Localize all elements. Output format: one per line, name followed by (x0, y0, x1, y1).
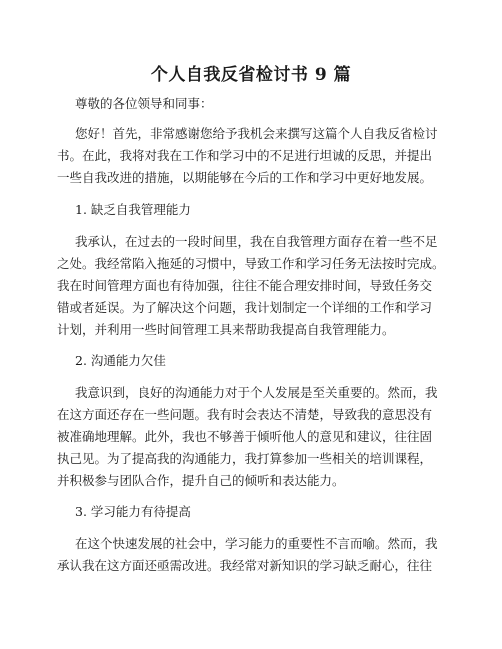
intro-line: 您好！首先，非常感谢您给予我机会来撰写这篇个人自我反省检讨 (75, 126, 438, 141)
paragraph-line: 我承认，在过去的一段时间里，我在自我管理方面存在着一些不足 (75, 234, 438, 249)
paragraph-line: 执己见。为了提高我的沟通能力，我打算参加一些相关的培训课程， (57, 451, 433, 466)
paragraph-line: 被准确地理解。此外，我也不够善于倾听他人的意见和建议，往往固 (57, 429, 433, 444)
paragraph-line: 我在时间管理方面也有待加强，往往不能合理安排时间，导致任务交 (57, 278, 433, 293)
section-heading: 1. 缺乏自我管理能力 (75, 202, 191, 217)
section-heading: 2. 沟通能力欠佳 (75, 353, 166, 368)
paragraph-line: 并积极参与团队合作，提升自己的倾听和表达能力。 (57, 473, 345, 488)
section-heading: 3. 学习能力有待提高 (75, 504, 191, 519)
paragraph-line: 在这个快速发展的社会中，学习能力的重要性不言而喻。然而，我 (75, 536, 438, 551)
document-title: 个人自我反省检讨书 9 篇 (150, 65, 352, 85)
paragraph-line: 之处。我经常陷入拖延的习惯中，导致工作和学习任务无法按时完成。 (57, 256, 445, 271)
intro-line: 一些自我改进的措施，以期能够在今后的工作和学习中更好地发展。 (57, 170, 433, 185)
paragraph-line: 错或者延误。为了解决这个问题，我计划制定一个详细的工作和学习 (57, 300, 433, 315)
paragraph-line: 我意识到，良好的沟通能力对于个人发展是至关重要的。然而，我 (75, 385, 438, 400)
intro-line: 书。在此，我将对我在工作和学习中的不足进行坦诚的反思，并提出 (57, 148, 433, 163)
paragraph-line: 承认我在这方面还亟需改进。我经常对新知识的学习缺乏耐心，往往 (57, 558, 433, 573)
paragraph-line: 计划，并利用一些时间管理工具来帮助我提高自我管理能力。 (57, 322, 395, 337)
paragraph-line: 在这方面还存在一些问题。我有时会表达不清楚，导致我的意思没有 (57, 407, 433, 422)
greeting: 尊敬的各位领导和同事： (75, 96, 213, 111)
